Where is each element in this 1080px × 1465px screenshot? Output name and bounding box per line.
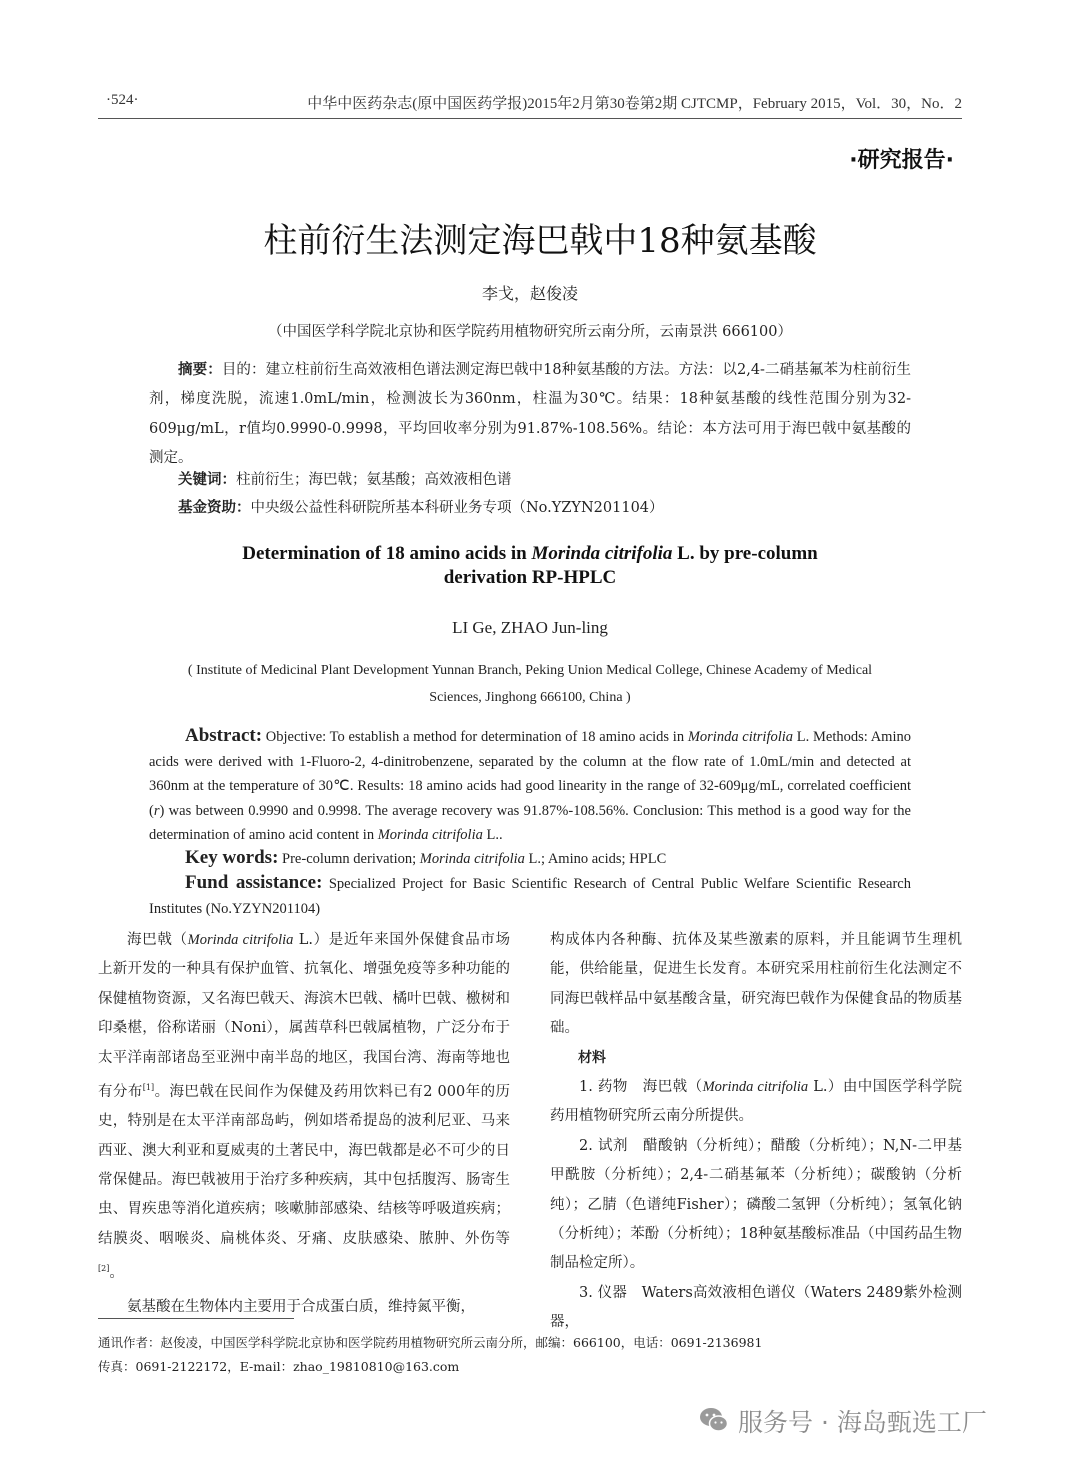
body-right-paragraph-1: 构成体内各种酶、抗体及某些激素的原料，并且能调节生理机能，供给能量，促进生长发育。本研究采用柱前衍生化法测定不同海巴戟样品中氨基酸含量，研究海巴戟作为保健食品的物质基础。 <box>550 932 962 1037</box>
footnote-rule <box>98 1318 294 1319</box>
header-rule <box>98 118 962 119</box>
abstract-en-species-2: Morinda citrifolia <box>377 827 483 843</box>
fund-en <box>149 871 911 921</box>
keywords-cn-text: 柱前衍生；海巴戟；氨基酸；高效液相色谱 <box>236 472 512 488</box>
journal-header: 中华中医药杂志(原中国医药学报)2015年2月第30卷第2期 CJTCMP，February 2015，Vol．30，No．2 <box>307 96 962 112</box>
affiliation-en-line2: Sciences, Jinghong 666100, China ) <box>429 690 631 705</box>
affiliation-en <box>0 657 1060 711</box>
citation-ref: [1] <box>142 1083 155 1093</box>
abstract-en-species-1: Morinda citrifolia <box>687 729 794 745</box>
footnote-line-1: 通讯作者：赵俊凌，中国医学科学院北京协和医学院药用植物研究所云南分所，邮编：666100，电话：0691-2136981 <box>98 1335 763 1350</box>
footnote <box>98 1331 762 1379</box>
watermark-text: 服务号 · 海岛甄选工厂 <box>738 1408 987 1437</box>
abstract-en-text-2: L. Methods: Amino acids were derived with 1-Fluoro-2, 4-dinitrobenzene, separated by the column at the flow rate of 1.0mL/min and detected at 360nm at the temperature of 30℃. Results: 18 amino acids had good linearity in the range of 32-609μg/mL, correlated coefficient ( <box>149 729 911 819</box>
keywords-en <box>149 846 911 872</box>
abstract-en-text-3: ) was between 0.9990 and 0.9998. The average recovery was 91.87%-108.56%. Conclusion: This method is a good way for the determination of amino acid content in <box>149 802 911 843</box>
fund-en-label: Fund assistance: <box>185 872 323 893</box>
body-text: 海巴戟（ <box>127 932 188 948</box>
fund-cn-text: 中央级公益性科研院所基本科研业务专项（No.YZYN201104） <box>250 500 664 516</box>
body-right-paragraph-3: 2. 试剂 醋酸钠（分析纯）；醋酸（分析纯）；N,N-二甲基甲酰胺（分析纯）；2,4-二硝基氟苯（分析纯）；碳酸钠（分析纯）；乙腈（色谱纯Fisher）；磷酸二氢钾（分析纯）；氢氧化钠（分析纯）；苯酚（分析纯）；18种氨基酸标准品（中国药品生物制品检定所）。 <box>550 1137 962 1272</box>
abstract-en-r: r <box>153 802 160 819</box>
keywords-en-species: Morinda citrifolia <box>419 851 525 867</box>
title-en-species: Morinda citrifolia <box>531 543 673 564</box>
species-name: Morinda citrifolia <box>187 932 294 948</box>
title-en-part2: L. by pre-column <box>672 543 818 564</box>
fund-en-text: Specialized Project for Basic Scientific Research of Central Public Welfare Scientific Research Institutes (No.YZYN201104) <box>149 876 911 917</box>
keywords-en-label: Key words: <box>185 847 279 868</box>
body-text: 1. 药物 海巴戟（ <box>579 1079 703 1096</box>
section-label: ·研究报告· <box>849 148 954 173</box>
keywords-en-text-2: L.; Amino acids; HPLC <box>524 851 667 867</box>
title-en-line2: derivation RP-HPLC <box>443 567 617 588</box>
footnote-line-2: 传真：0691-2122172，E-mail：zhao_19810810@163.com <box>98 1359 460 1374</box>
keywords-en-text-1: Pre-column derivation; <box>278 851 420 867</box>
body-text: L.）由中国医学科学院药用植物研究所云南分所提供。 <box>550 1079 962 1125</box>
keywords-cn <box>149 466 911 495</box>
page-number: ·524· <box>106 92 139 108</box>
abstract-cn <box>149 356 911 474</box>
section-heading-materials: 材料 <box>578 1049 606 1066</box>
fund-cn <box>149 494 911 523</box>
body-right-paragraph-4: 3. 仪器 Waters高效液相色谱仪（Waters 2489紫外检测器， <box>550 1284 962 1331</box>
abstract-cn-label: 摘要： <box>178 362 222 378</box>
body-left-paragraph-2: 氨基酸在生物体内主要用于合成蛋白质，维持氮平衡， <box>127 1298 475 1315</box>
abstract-en-text-4: L.. <box>482 827 503 843</box>
wechat-icon <box>698 1404 730 1436</box>
abstract-en <box>149 724 911 848</box>
title-en <box>0 542 1060 590</box>
body-right-column <box>550 926 962 1338</box>
body-left-paragraph-1 <box>98 926 510 1289</box>
affiliation-en-line1: ( Institute of Medicinal Plant Development Yunnan Branch, Peking Union Medical College, Chinese Academy of Medical <box>187 663 873 678</box>
affiliation-cn: （中国医学科学院北京协和医学院药用植物研究所云南分所，云南景洪 666100） <box>268 324 792 340</box>
authors-en: LI Ge, ZHAO Jun-ling <box>452 618 608 637</box>
abstract-en-label: Abstract: <box>185 725 263 746</box>
body-text: 。 <box>109 1265 124 1282</box>
body-left-column <box>98 926 510 1322</box>
body-right-paragraph-2 <box>550 1073 962 1132</box>
abstract-en-text-1: Objective: To establish a method for determination of 18 amino acids in <box>262 729 688 745</box>
body-text: L.）是近年来国外保健食品市场上新开发的一种具有保护血管、抗氧化、增强免疫等多种功能的保健植物资源，又名海巴戟天、海滨木巴戟、橘叶巴戟、檄树和印桑椹，俗称诺丽（Noni），属茜草科巴戟属植物，广泛分布于太平洋南部诸岛至亚洲中南半岛的地区，我国台湾、海南等地也有分布 <box>98 932 511 1100</box>
body-text: 。海巴戟在民间作为保健及药用饮料已有2 000年的历史，特别是在太平洋南部岛屿，例如塔希提岛的波利尼亚、马来西亚、澳大利亚和夏威夷的土著民中，海巴戟都是必不可少的日常保健品。海巴戟被用于治疗多种疾病，其中包括腹泻、肠寄生虫、胃疾患等消化道疾病；咳嗽肺部感染、结核等呼吸道疾病；结膜炎、咽喉炎、扁桃体炎、牙痛、皮肤感染、脓肿、外伤等 <box>98 1083 511 1247</box>
species-name: Morinda citrifolia <box>702 1079 809 1096</box>
fund-cn-label: 基金资助： <box>178 500 251 516</box>
authors-cn: 李戈，赵俊凌 <box>481 284 578 303</box>
abstract-cn-text: 目的：建立柱前衍生高效液相色谱法测定海巴戟中18种氨基酸的方法。方法：以2,4-二硝基氟苯为柱前衍生剂，梯度洗脱，流速1.0mL/min，检测波长为360nm，柱温为30℃。结果：18种氨基酸的线性范围分别为32-609μg/mL，r值均0.9990-0.9998，平均回收率分别为91.87%-108.56%。结论：本方法可用于海巴戟中氨基酸的测定。 <box>149 362 912 467</box>
citation-ref: [2] <box>98 1264 110 1274</box>
title-en-part1: Determination of 18 amino acids in <box>242 543 532 564</box>
keywords-cn-label: 关键词： <box>178 472 236 488</box>
title-cn: 柱前衍生法测定海巴戟中18种氨基酸 <box>263 221 817 261</box>
